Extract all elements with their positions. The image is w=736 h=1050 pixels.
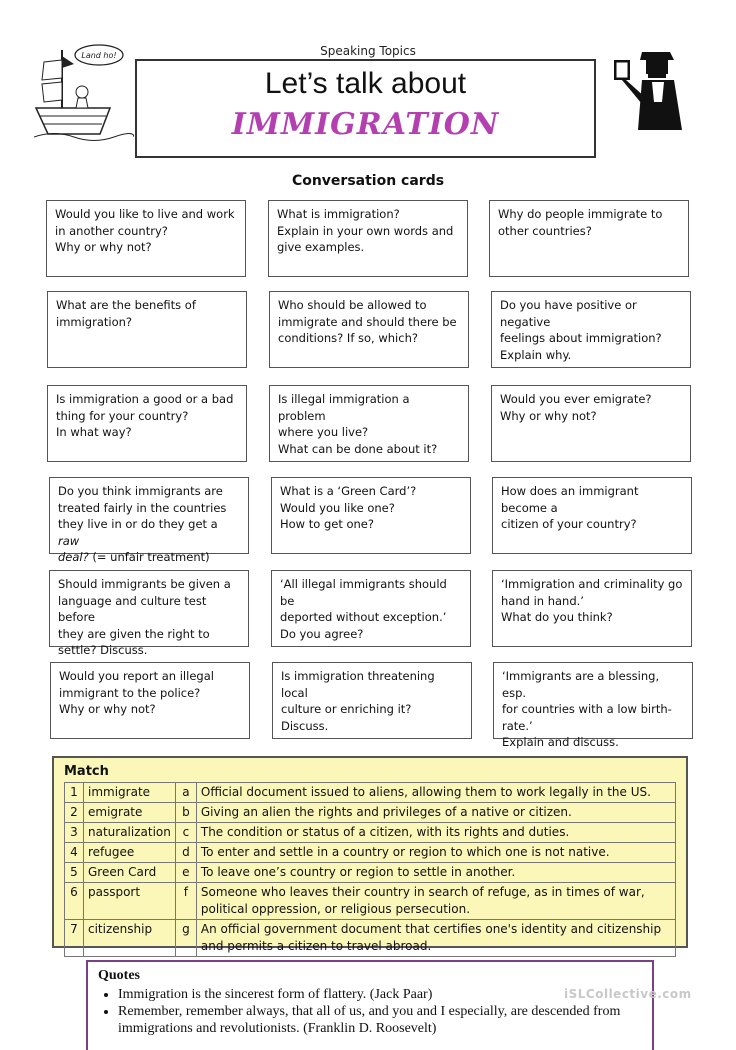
conversation-card: Why do people immigrate to other countries?	[489, 200, 689, 277]
conversation-card: Is immigration threatening local culture or enriching it? Discuss.	[272, 662, 472, 739]
table-row: 3 naturalization c The condition or status of a citizen, with its rights and duties.	[65, 823, 676, 843]
page-title: Let’s talk about	[264, 67, 467, 100]
quotes-title: Quotes	[98, 968, 140, 983]
conversation-card: Would you ever emigrate? Why or why not?	[491, 385, 691, 462]
conversation-card: ‘Immigration and criminality go hand in hand.’ What do you think?	[492, 570, 692, 647]
conversation-card: Is immigration a good or a bad thing for your country? In what way?	[47, 385, 247, 462]
table-row: 2 emigrate b Giving an alien the rights and privileges of a native or citizen.	[65, 803, 676, 823]
ship-illustration	[34, 42, 134, 142]
conversation-card: Who should be allowed to immigrate and should there be conditions? If so, which?	[269, 291, 469, 368]
conversation-card: What are the benefits of immigration?	[47, 291, 247, 368]
conversation-card: Do you think immigrants are treated fairly in the countries they live in or do they get a raw deal? (= unfair treatment)	[49, 477, 249, 554]
quote-item: • Immigration is the sincerest form of flattery. (Jack Paar)	[118, 986, 648, 1003]
quotes-box	[86, 960, 654, 1050]
conversation-card: Should immigrants be given a language and culture test before they are given the right to settle? Discuss.	[49, 570, 249, 647]
quote-item: • Remember, remember always, that all of us, and you and I especially, are descended from immigrations and revolutionists. (Franklin D. Roosevelt)	[118, 1003, 648, 1037]
title-box	[135, 59, 596, 158]
table-row: 7 citizenship g An official government document that certifies one's identity and citizenship and permits a citizen to travel abroad.	[65, 920, 676, 957]
match-exercise	[52, 756, 688, 953]
match-table	[64, 782, 676, 957]
watermark: iSLCollective.com	[564, 987, 692, 1001]
conversation-card: Do you have positive or negative feelings about immigration? Explain why.	[491, 291, 691, 368]
immigration-officer-icon	[612, 50, 684, 132]
conversation-card: What is immigration? Explain in your own words and give examples.	[268, 200, 468, 277]
conversation-cards-heading: Conversation cards	[291, 173, 445, 189]
conversation-card: Is illegal immigration a problem where you live? What can be done about it?	[269, 385, 469, 462]
conversation-card: ‘Immigrants are a blessing, esp. for countries with a low birth- rate.’ Explain and discuss.	[493, 662, 693, 739]
conversation-card: How does an immigrant become a citizen of your country?	[492, 477, 692, 554]
conversation-card: Would you like to live and work in another country? Why or why not?	[46, 200, 246, 277]
table-row: 1 immigrate a Official document issued to aliens, allowing them to work legally in the US.	[65, 783, 676, 803]
table-row: 4 refugee d To enter and settle in a country or region to which one is not native.	[65, 843, 676, 863]
topic-label: Speaking Topics	[320, 44, 416, 58]
match-title: Match	[64, 764, 109, 779]
conversation-card: What is a ‘Green Card’? Would you like one? How to get one?	[271, 477, 471, 554]
conversation-card: Would you report an illegal immigrant to the police? Why or why not?	[50, 662, 250, 739]
table-row: 6 passport f Someone who leaves their country in search of refuge, as in times of war, political oppression, or religious persecution.	[65, 883, 676, 920]
speech-bubble-text: Land ho!	[81, 51, 117, 60]
conversation-card: ‘All illegal immigrants should be deported without exception.’ Do you agree?	[271, 570, 471, 647]
page-subtitle: IMMIGRATION	[231, 107, 500, 142]
table-row: 5 Green Card e To leave one’s country or region to settle in another.	[65, 863, 676, 883]
